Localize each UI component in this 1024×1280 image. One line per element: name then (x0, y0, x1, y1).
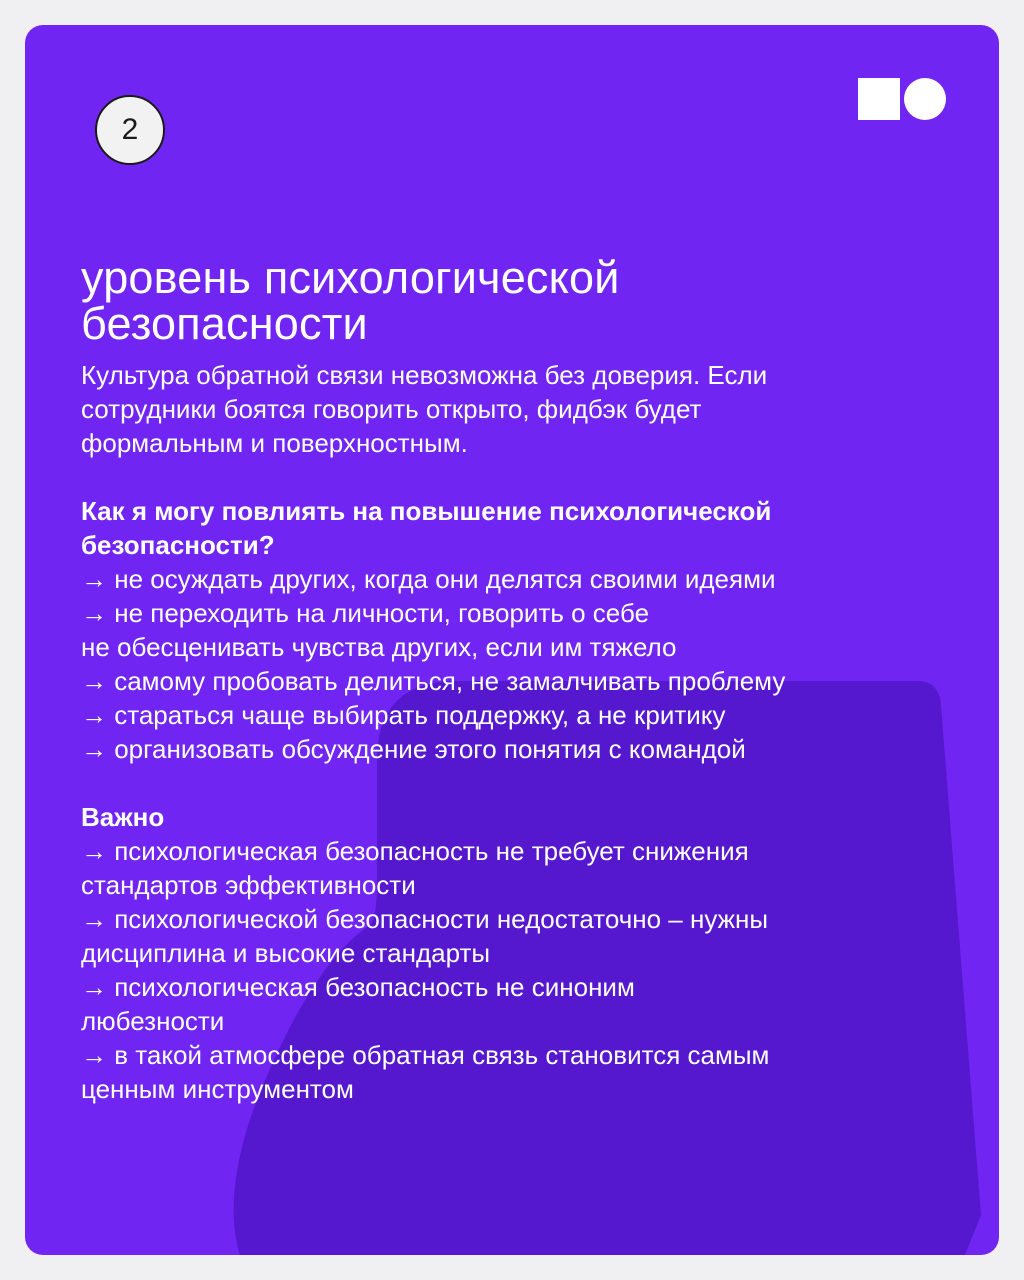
list-item: → психологическая безопасность не требует снижения (81, 836, 749, 866)
list-item: → самому пробовать делиться, не замалчивать проблему (81, 666, 786, 696)
brand-logo-icon (858, 78, 948, 122)
slide-number-badge (95, 95, 165, 165)
list-item: → организовать обсуждение этого понятия с командой (81, 734, 746, 764)
list-item: → не переходить на личности, говорить о себе (81, 598, 650, 628)
question-heading: безопасности? (81, 530, 275, 560)
list-item: ценным инструментом (81, 1074, 354, 1104)
slide-content (81, 358, 961, 1106)
title-line-1: уровень психологической (81, 252, 620, 303)
important-heading: Важно (81, 802, 165, 832)
list-item: → стараться чаще выбирать поддержку, а не критику (81, 700, 726, 730)
list-item: → психологическая безопасность не синоним (81, 972, 635, 1002)
intro-line: Культура обратной связи невозможна без доверия. Если (81, 360, 768, 390)
intro-line: формальным и поверхностным. (81, 428, 468, 458)
list-item: → в такой атмосфере обратная связь становится самым (81, 1040, 770, 1070)
list-item: дисциплина и высокие стандарты (81, 938, 491, 968)
list-item: → не осуждать других, когда они делятся своими идеями (81, 564, 776, 594)
slide-card (25, 25, 999, 1255)
list-item: → психологической безопасности недостаточно – нужны (81, 904, 769, 934)
intro-line: сотрудники боятся говорить открыто, фидбэк будет (81, 394, 702, 424)
list-item: не обесценивать чувства других, если им тяжело (81, 632, 677, 662)
list-item: стандартов эффективности (81, 870, 416, 900)
slide-title (81, 252, 941, 349)
list-item: любезности (81, 1006, 225, 1036)
slide-number: 2 (121, 113, 139, 146)
question-heading: Как я могу повлиять на повышение психологической (81, 496, 772, 526)
title-line-2: безопасности (81, 298, 368, 349)
